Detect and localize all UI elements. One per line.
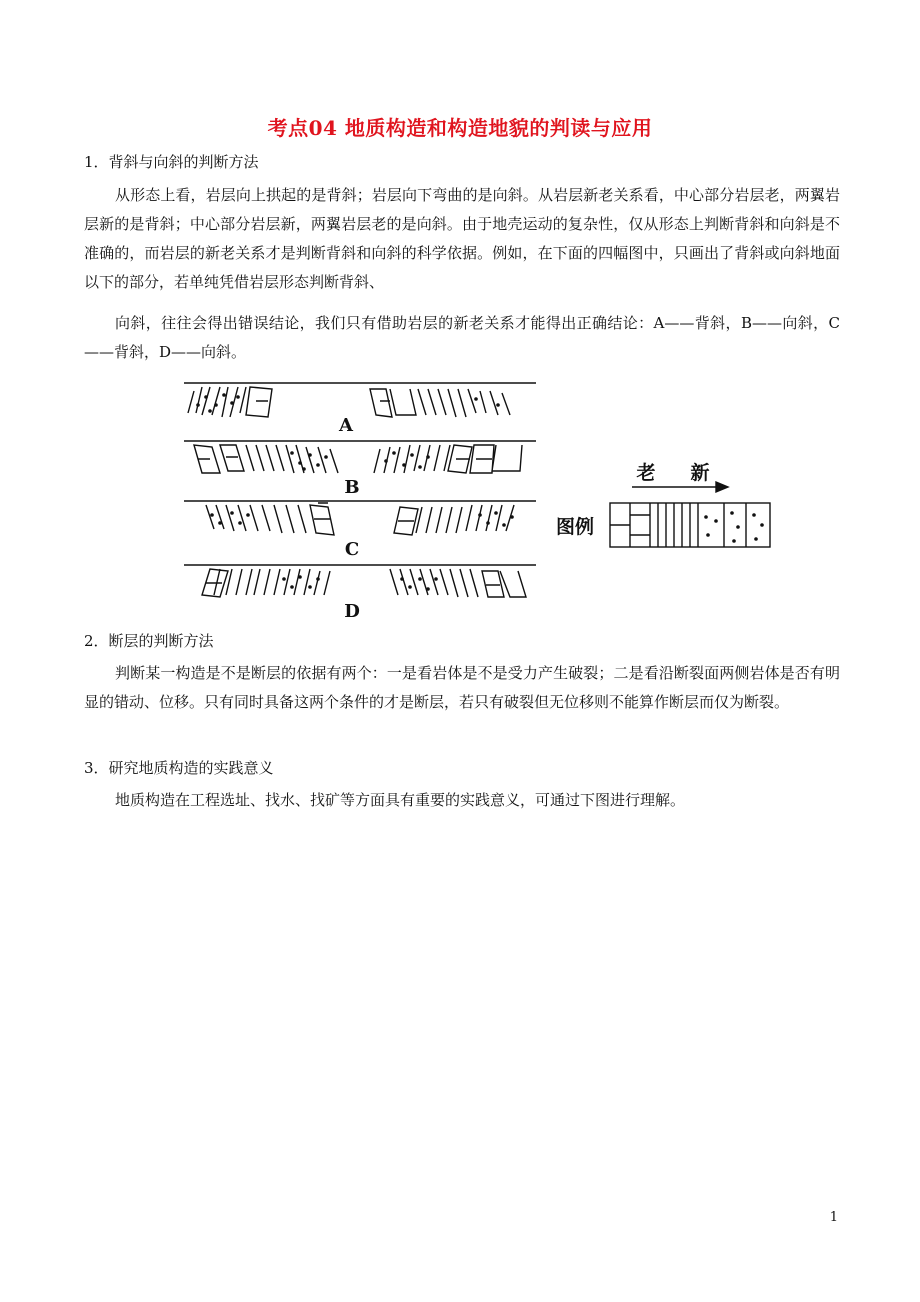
legend-new-label: 新 xyxy=(690,462,710,484)
panel-c-strata xyxy=(184,501,536,535)
page-number: 1 xyxy=(829,1210,838,1225)
section-3-heading: 3．研究地质构造的实践意义 xyxy=(84,759,274,777)
panel-label-b: B xyxy=(344,477,360,498)
legend-label: 图例 xyxy=(556,516,595,538)
panel-b-strata xyxy=(184,441,536,473)
panel-label-a: A xyxy=(339,415,353,436)
section-1-heading: 1．背斜与向斜的判断方法 xyxy=(84,153,259,171)
section-1-paragraph-2: 向斜，往往会得出错误结论，我们只有借助岩层的新老关系才能得出正确结论：A——背斜，B——向斜，C——背斜，D——向斜。 xyxy=(84,314,840,361)
section-1-paragraph-1: 从形态上看，岩层向上拱起的是背斜；岩层向下弯曲的是向斜。从岩层新老关系看，中心部分岩层老，两翼岩层新的是背斜；中心部分岩层新，两翼岩层老的是向斜。由于地壳运动的复杂性，仅从形态上判断背斜和向斜是不准确的，而岩层的新老关系才是判断背斜和向斜的科学依据。例如，在下面的四幅图中，只画出了背斜或向斜地面以下的部分，若单纯凭借岩层形态判断背斜、 xyxy=(84,186,840,291)
section-2-heading: 2．断层的判断方法 xyxy=(84,632,214,650)
section-3-paragraph-1: 地质构造在工程选址、找水、找矿等方面具有重要的实践意义，可通过下图进行理解。 xyxy=(115,791,686,809)
panel-label-c: C xyxy=(344,539,360,560)
panel-label-d: D xyxy=(344,601,360,622)
panel-d-strata xyxy=(184,565,536,597)
section-2-paragraph-1: 判断某一构造是不是断层的依据有两个：一是看岩体是不是受力产生破裂；二是看沿断裂面两侧岩体是否有明显的错动、位移。只有同时具备这两个条件的才是断层，若只有破裂但无位移则不能算作断层而仅为断裂。 xyxy=(84,664,840,711)
panel-a-strata xyxy=(184,383,536,417)
legend-old-label: 老 xyxy=(636,462,656,484)
fold-diagram xyxy=(180,375,780,625)
legend-box xyxy=(610,482,770,547)
page-title: 考点04 地质构造和构造地貌的判读与应用 xyxy=(267,116,653,140)
